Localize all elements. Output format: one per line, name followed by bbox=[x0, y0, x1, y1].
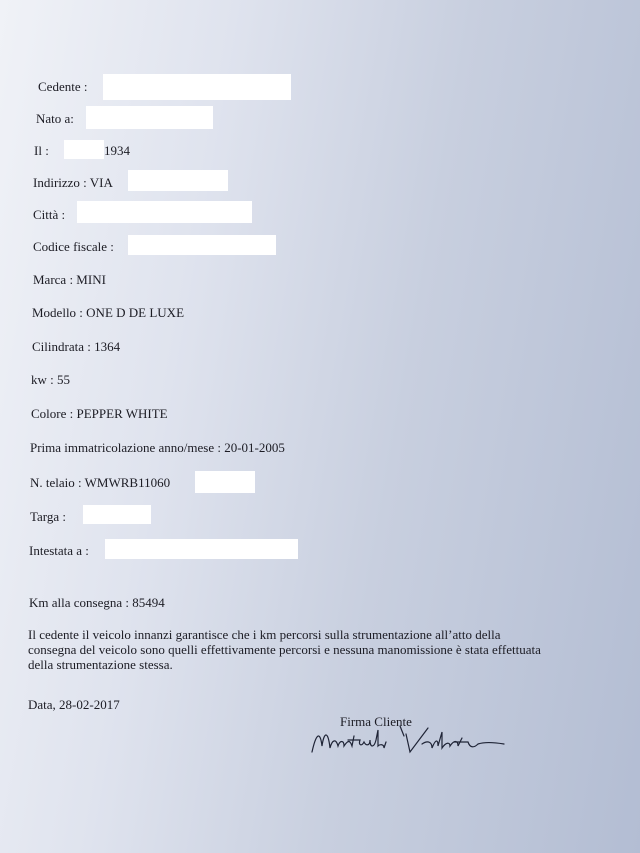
cilindrata-field: Cilindrata : 1364 bbox=[32, 339, 121, 354]
indirizzo-label: Indirizzo : VIA bbox=[33, 175, 113, 190]
citta-label: Città : bbox=[33, 207, 66, 222]
redacted-plate bbox=[83, 505, 151, 524]
date-field: Data, 28-02-2017 bbox=[28, 697, 120, 712]
intestata-label: Intestata a : bbox=[29, 543, 89, 558]
prima-immatricolazione-field: Prima immatricolazione anno/mese : 20-01-2005 bbox=[30, 440, 285, 455]
redacted-city bbox=[77, 201, 252, 223]
telaio-field: N. telaio : WMWRB11060 bbox=[30, 475, 171, 490]
il-label: Il : bbox=[34, 143, 49, 158]
modello-field: Modello : ONE D DE LUXE bbox=[32, 305, 185, 320]
birth-year: 1934 bbox=[104, 143, 130, 158]
signature-label: Firma Cliente bbox=[340, 714, 412, 729]
redacted-vin-suffix bbox=[195, 471, 255, 493]
nato-label: Nato a: bbox=[36, 111, 74, 126]
targa-label: Targa : bbox=[30, 509, 67, 524]
redacted-cedente bbox=[103, 74, 291, 100]
kw-field: kw : 55 bbox=[31, 372, 70, 387]
redacted-tax-code bbox=[128, 235, 276, 255]
redacted-birthplace bbox=[86, 106, 213, 129]
handwritten-signature bbox=[308, 722, 508, 762]
guarantee-line: della strumentazione stessa. bbox=[28, 657, 173, 672]
marca-field: Marca : MINI bbox=[33, 272, 106, 287]
redacted-owner bbox=[105, 539, 298, 559]
redacted-birthdate bbox=[64, 140, 104, 159]
colore-field: Colore : PEPPER WHITE bbox=[31, 406, 168, 421]
guarantee-line: consegna del veicolo sono quelli effettivamente percorsi e nessuna manomissione è stata effettuata bbox=[28, 642, 541, 657]
km-field: Km alla consegna : 85494 bbox=[29, 595, 165, 610]
codice-fiscale-label: Codice fiscale : bbox=[33, 239, 114, 254]
redacted-address bbox=[128, 170, 228, 191]
guarantee-line: Il cedente il veicolo innanzi garantisce che i km percorsi sulla strumentazione all’atto della bbox=[28, 627, 501, 642]
cedente-label: Cedente : bbox=[38, 79, 88, 94]
guarantee-paragraph bbox=[28, 627, 618, 672]
